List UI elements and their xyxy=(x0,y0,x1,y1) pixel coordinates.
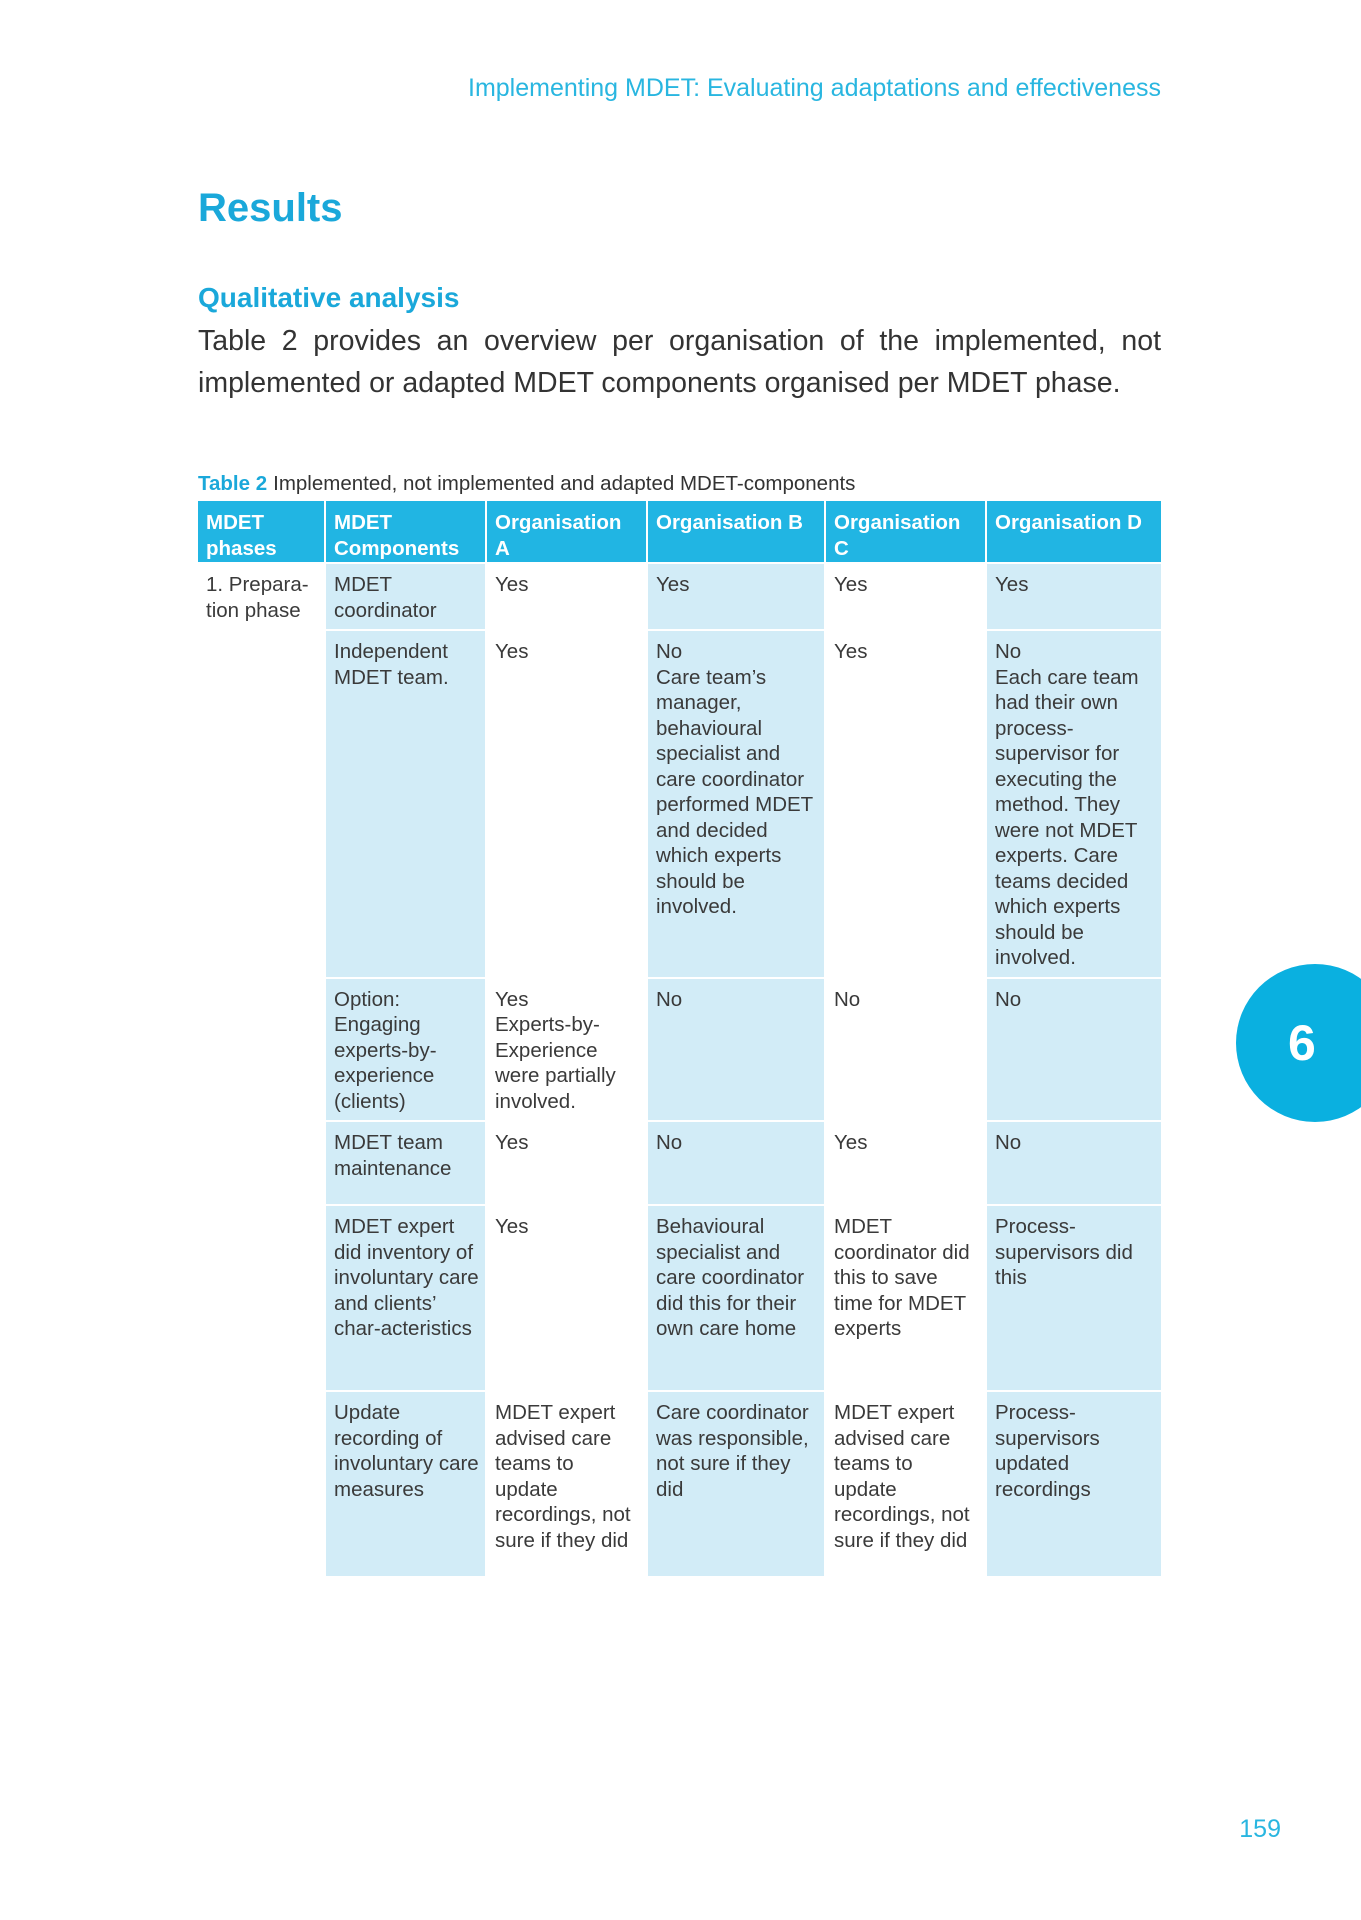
phase-cell-empty xyxy=(198,1390,326,1576)
org-a-cell: Yes xyxy=(487,1204,648,1390)
header-phases: MDET phases xyxy=(198,501,326,562)
table-row xyxy=(198,977,1161,1121)
table-caption xyxy=(198,472,855,496)
page-number: 159 xyxy=(1239,1815,1281,1843)
org-a-cell: Yes Experts-by-Experience were partially involved. xyxy=(487,977,648,1121)
table-header-row xyxy=(198,501,1161,562)
intro-paragraph: Table 2 provides an overview per organisation of the implemented, not implemented or adapted MDET components organised per MDET phase. xyxy=(198,325,1161,399)
running-head: Implementing MDET: Evaluating adaptations and effectiveness xyxy=(468,74,1161,102)
org-b-cell: No xyxy=(648,977,826,1121)
org-a-cell: MDET expert advised care teams to update recordings, not sure if they did xyxy=(487,1390,648,1576)
header-components: MDET Components xyxy=(326,501,487,562)
table-row xyxy=(198,1204,1161,1390)
component-cell: Independent MDET team. xyxy=(326,629,487,977)
header-organisation-a: Organisation A xyxy=(487,501,648,562)
org-d-cell: No xyxy=(987,977,1161,1121)
component-cell: MDET team maintenance xyxy=(326,1120,487,1204)
header-organisation-d: Organisation D xyxy=(987,501,1161,562)
section-title: Results xyxy=(198,186,343,230)
org-c-cell: Yes xyxy=(826,1120,987,1204)
org-a-cell: Yes xyxy=(487,629,648,977)
org-b-cell: No xyxy=(648,1120,826,1204)
phase-cell: 1. Prepara- tion phase xyxy=(198,562,326,629)
subsection-title: Qualitative analysis xyxy=(198,282,460,313)
component-cell: MDET coordinator xyxy=(326,562,487,629)
org-d-cell: Process-supervisors did this xyxy=(987,1204,1161,1390)
org-d-cell: Yes xyxy=(987,562,1161,629)
org-d-cell: No xyxy=(987,1120,1161,1204)
org-c-cell: MDET expert advised care teams to update recordings, not sure if they did xyxy=(826,1390,987,1576)
org-c-cell: Yes xyxy=(826,562,987,629)
component-cell: MDET expert did inventory of involuntary care and clients’ char-acteristics xyxy=(326,1204,487,1390)
components-table xyxy=(198,501,1161,1576)
phase-cell-empty xyxy=(198,977,326,1121)
table-caption-label: Table 2 xyxy=(198,472,268,495)
org-c-cell: MDET coordinator did this to save time for MDET experts xyxy=(826,1204,987,1390)
phase-cell-empty xyxy=(198,629,326,977)
org-d-cell: No Each care team had their own process-supervisor for executing the method. They were not MDET experts. Care teams decided which experts should be involved. xyxy=(987,629,1161,977)
table-caption-text: Implemented, not implemented and adapted MDET-components xyxy=(273,472,856,495)
header-organisation-b: Organisation B xyxy=(648,501,826,562)
table-row xyxy=(198,1120,1161,1204)
org-a-cell: Yes xyxy=(487,1120,648,1204)
org-b-cell: Yes xyxy=(648,562,826,629)
component-cell: Option: Engaging experts-by-experience (clients) xyxy=(326,977,487,1121)
org-b-cell: Behavioural specialist and care coordinator did this for their own care home xyxy=(648,1204,826,1390)
header-organisation-c: Organisation C xyxy=(826,501,987,562)
org-b-cell: No Care team’s manager, behavioural specialist and care coordinator performed MDET and decided which experts should be involved. xyxy=(648,629,826,977)
component-cell: Update recording of involuntary care measures xyxy=(326,1390,487,1576)
table-row xyxy=(198,562,1161,629)
org-a-cell: Yes xyxy=(487,562,648,629)
org-c-cell: Yes xyxy=(826,629,987,977)
org-c-cell: No xyxy=(826,977,987,1121)
phase-cell-empty xyxy=(198,1120,326,1204)
table-row xyxy=(198,629,1161,977)
org-d-cell: Process-supervisors updated recordings xyxy=(987,1390,1161,1576)
phase-cell-empty xyxy=(198,1204,326,1390)
chapter-tab: 6 xyxy=(1236,964,1361,1122)
org-b-cell: Care coordinator was responsible, not sure if they did xyxy=(648,1390,826,1576)
table-row xyxy=(198,1390,1161,1576)
